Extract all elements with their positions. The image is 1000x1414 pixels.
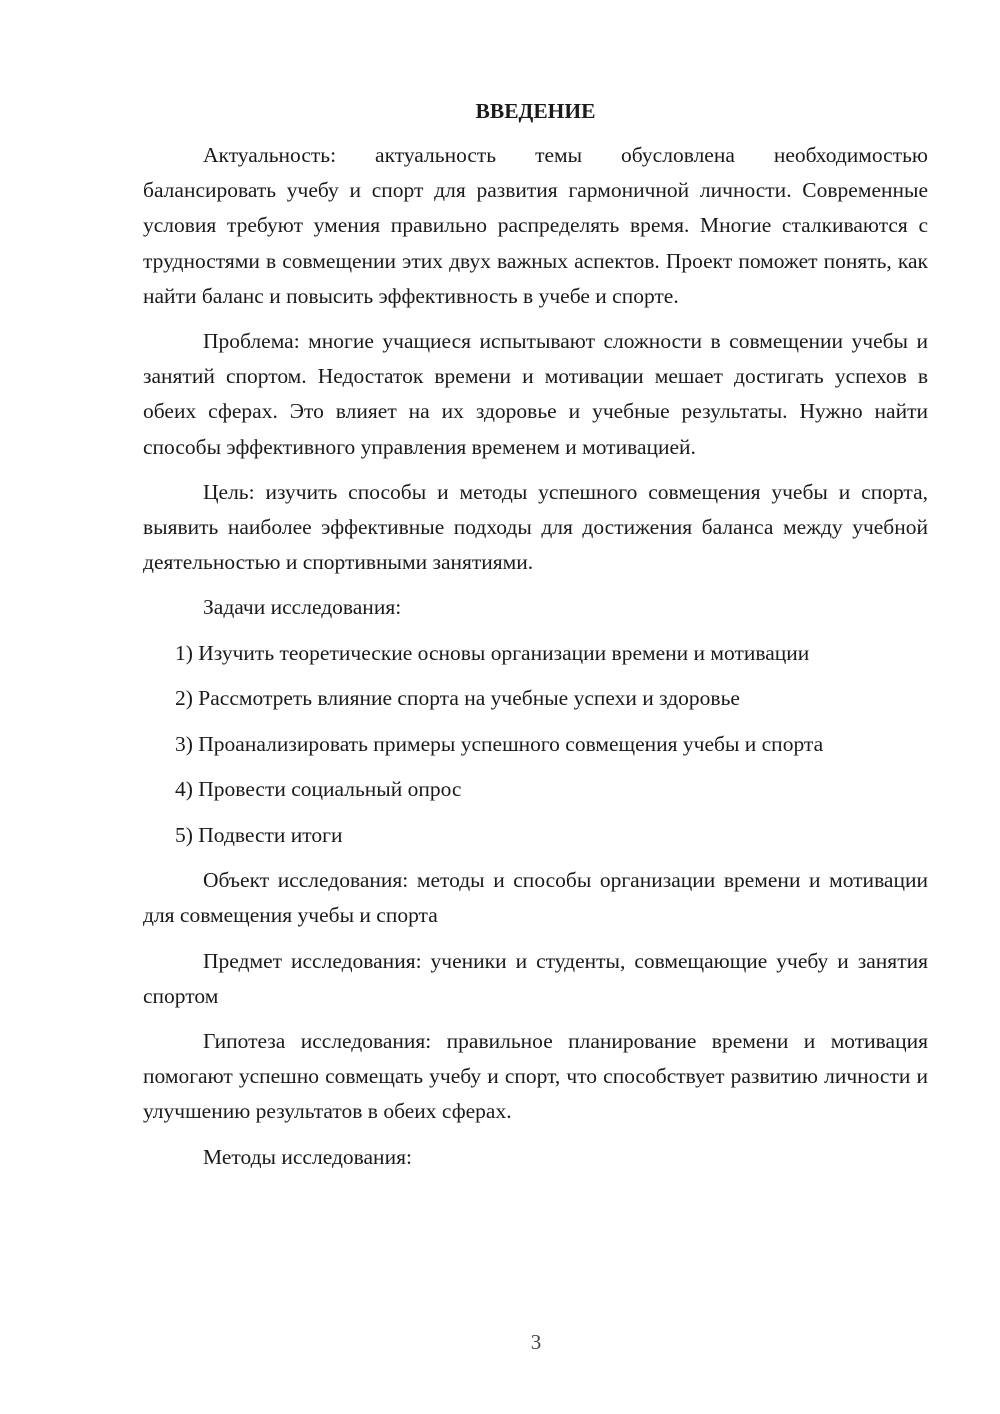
paragraph-problem: Проблема: многие учащиеся испытывают сложности в совмещении учебы и занятий спортом. Недостаток времени и мотивации мешает достигать успехов в обеих сферах. Это влияет на их здоровье и учебные результаты. Нужно найти способы эффективного управления временем и мотивацией. xyxy=(143,329,928,459)
paragraph-goal: Цель: изучить способы и методы успешного совмещения учебы и спорта, выявить наиболее эффективные подходы для достижения баланса между учебной деятельностью и спортивными занятиями. xyxy=(143,479,928,575)
paragraph-object: Объект исследования: методы и способы организации времени и мотивации для совмещения учебы и спорта xyxy=(143,868,928,928)
page-number: 3 xyxy=(530,1330,542,1354)
paragraph-hypothesis: Гипотеза исследования: правильное планирование времени и мотивация помогают успешно совмещать учебу и спорт, что способствует развитию личности и улучшению результатов в обеих сферах. xyxy=(143,1028,928,1124)
list-item: 4) Провести социальный опрос xyxy=(175,777,462,802)
list-item: 1) Изучить теоретические основы организации времени и мотивации xyxy=(175,640,810,665)
list-item: 3) Проанализировать примеры успешного совмещения учебы и спорта xyxy=(175,731,824,756)
list-item: 5) Подвести итоги xyxy=(175,822,343,847)
page-content xyxy=(143,95,928,1185)
section-title: ВВЕДЕНИЕ xyxy=(475,99,596,123)
methods-heading: Методы исследования: xyxy=(203,1144,412,1169)
paragraph-subject: Предмет исследования: ученики и студенты, совмещающие учебу и занятия спортом xyxy=(143,948,928,1008)
paragraph-relevance: Актуальность: актуальность темы обусловлена необходимостью балансировать учебу и спорт для развития гармоничной личности. Современные условия требуют умения правильно распределять время. Многие сталкиваются с трудностями в совмещении этих двух важных аспектов. Проект поможет понять, как найти баланс и повысить эффективность в учебе и спорте. xyxy=(143,143,928,308)
tasks-heading: Задачи исследования: xyxy=(203,595,402,620)
tasks-list xyxy=(143,636,928,853)
list-item: 2) Рассмотреть влияние спорта на учебные успехи и здоровье xyxy=(175,686,740,711)
